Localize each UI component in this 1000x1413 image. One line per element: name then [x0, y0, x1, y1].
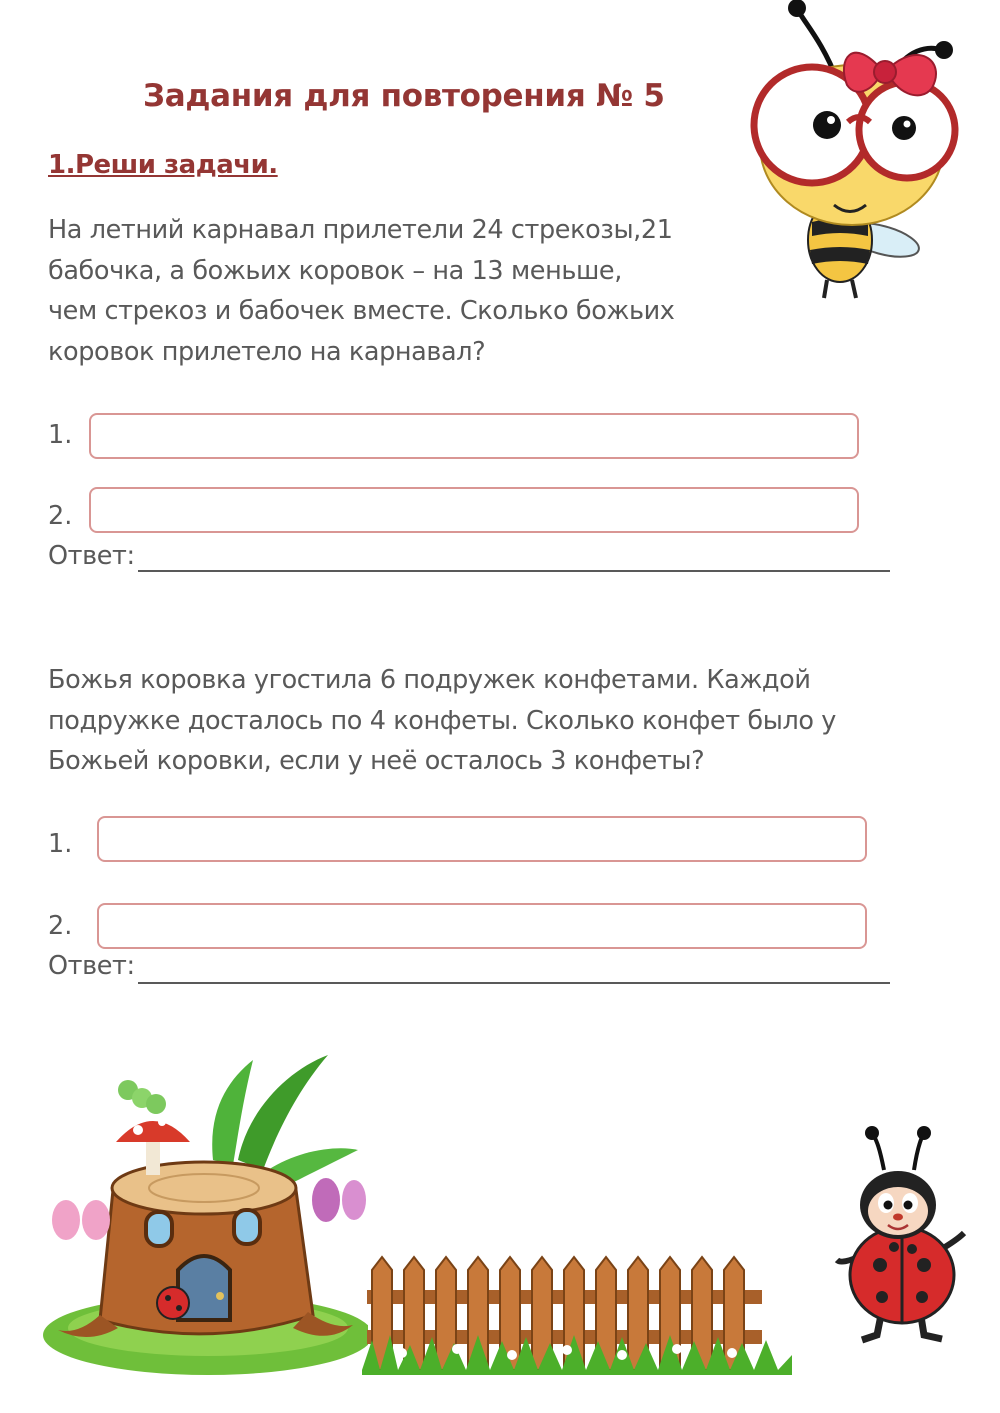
- problem-2-answer-label: Ответ:: [48, 951, 135, 981]
- problem-2-answer-line[interactable]: [138, 982, 890, 984]
- problem-1-step-2-field[interactable]: [89, 487, 859, 533]
- problem-1-step-1-label: 1.: [48, 420, 73, 450]
- problem-1-step-2-label: 2.: [48, 501, 73, 531]
- problem-1-line: чем стрекоз и бабочек вместе. Сколько божьих: [48, 296, 675, 327]
- problem-1-answer-label: Ответ:: [48, 541, 135, 571]
- problem-2-step-2-label: 2.: [48, 911, 73, 941]
- problem-2-step-2-field[interactable]: [97, 903, 867, 949]
- problem-2-step-1-field[interactable]: [97, 816, 867, 862]
- problem-2-line: Божьей коровки, если у неё осталось 3 конфеты?: [48, 746, 705, 777]
- problem-1-line: На летний карнавал прилетели 24 стрекозы,21: [48, 215, 673, 245]
- section-heading: 1.Реши задачи.: [48, 150, 278, 180]
- problem-1-line: бабочка, а божьих коровок – на 13 меньше,: [48, 255, 622, 286]
- problem-2-line: Божья коровка угостила 6 подружек конфетами. Каждой: [48, 665, 811, 695]
- page-title: Задания для повторения № 5: [143, 78, 665, 114]
- problem-1-answer-line[interactable]: [138, 570, 890, 572]
- problem-1-step-1-field[interactable]: [89, 413, 859, 459]
- problem-1-text: [48, 210, 675, 373]
- fence-illustration: [362, 1245, 792, 1375]
- bee-illustration: [742, 0, 972, 305]
- problem-1-line: коровок прилетело на карнавал?: [48, 337, 486, 368]
- problem-2-line: подружке досталось по 4 конфеты. Сколько конфет было у: [48, 705, 836, 736]
- problem-2-text: [48, 660, 836, 782]
- problem-2-step-1-label: 1.: [48, 829, 73, 859]
- ladybug-illustration: [832, 1125, 972, 1350]
- stump-house-illustration: [38, 1050, 368, 1380]
